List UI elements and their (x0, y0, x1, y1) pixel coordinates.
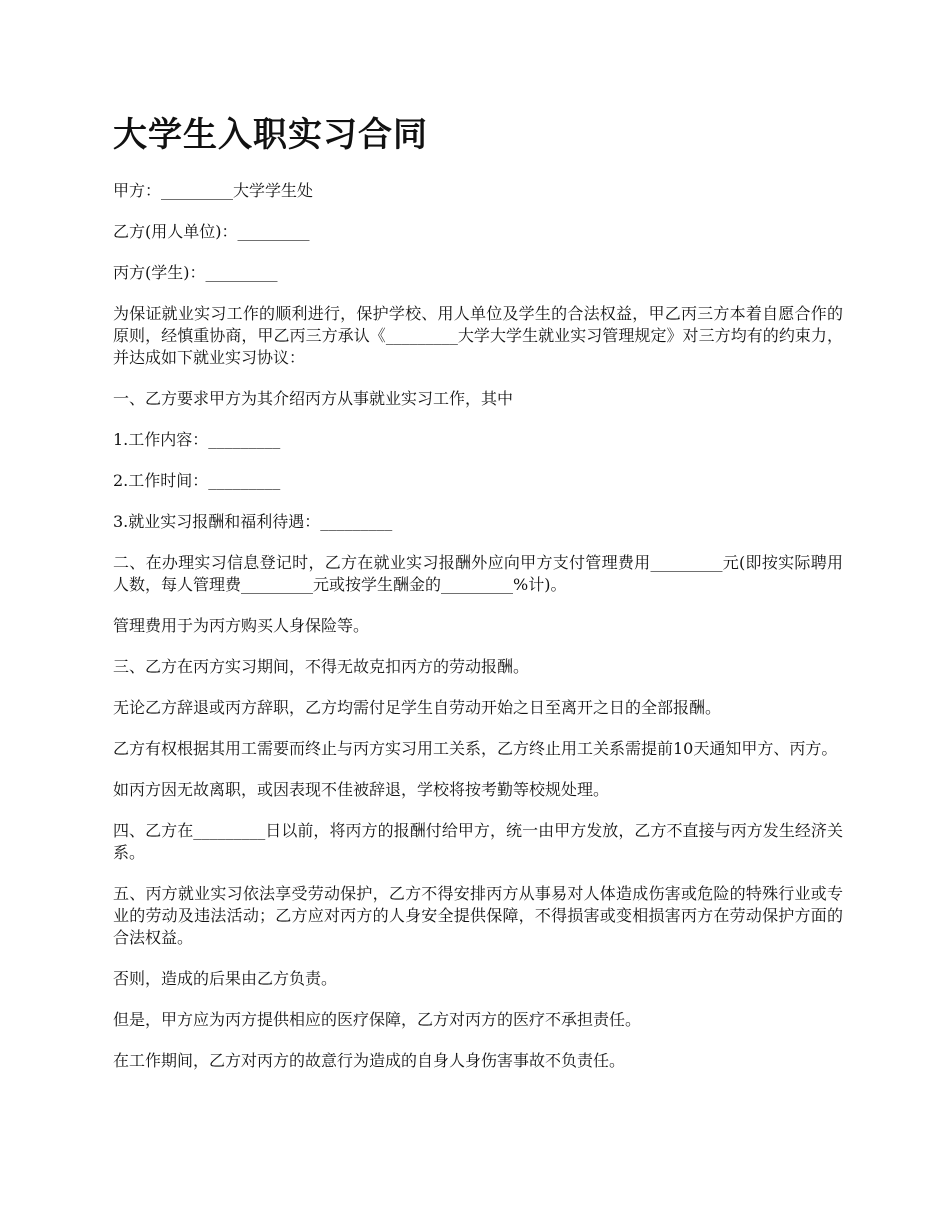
document-title: 大学生入职实习合同 (113, 115, 428, 155)
document-page (113, 112, 843, 1091)
party-a-line: 甲方：_________大学学生处 (113, 181, 314, 200)
clause-four-paragraph: 四、乙方在_________日以前，将丙方的报酬付给甲方，统一由甲方发放，乙方不直接与丙方发生经济关系。 (113, 821, 843, 862)
clause-three-paragraph: 三、乙方在丙方实习期间，不得无故克扣丙方的劳动报酬。 (113, 657, 530, 676)
consequence-paragraph: 否则，造成的后果由乙方负责。 (113, 969, 338, 988)
party-c-line: 丙方(学生)：_________ (113, 263, 278, 282)
medical-paragraph: 但是，甲方应为丙方提供相应的医疗保障，乙方对丙方的医疗不承担责任。 (113, 1010, 642, 1029)
clause-two-paragraph: 二、在办理实习信息登记时，乙方在就业实习报酬外应向甲方支付管理费用_________元(即按实际聘用人数，每人管理费_________元或按学生酬金的_________%计)。 (113, 553, 843, 594)
clause-one-item-1: 1.工作内容：_________ (113, 430, 281, 449)
clause-one-item-3: 3.就业实习报酬和福利待遇：_________ (113, 512, 393, 531)
resignation-paragraph: 如丙方因无故离职，或因表现不佳被辞退，学校将按考勤等校规处理。 (113, 780, 610, 799)
termination-paragraph: 乙方有权根据其用工需要而终止与丙方实习用工关系，乙方终止用工关系需提前10天通知甲方、丙方。 (113, 739, 838, 758)
preamble-paragraph: 为保证就业实习工作的顺利进行，保护学校、用人单位及学生的合法权益，甲乙丙三方本着自愿合作的原则，经慎重协商，甲乙丙三方承认《_________大学大学生就业实习管理规定》对三方均有的约束力，并达成如下就业实习协议： (113, 304, 843, 367)
clause-one-item-2: 2.工作时间：_________ (113, 471, 281, 490)
clause-five-paragraph: 五、丙方就业实习依法享受劳动保护，乙方不得安排丙方从事易对人体造成伤害或危险的特殊行业或专业的劳动及违法活动；乙方应对丙方的人身安全提供保障，不得损害或变相损害丙方在劳动保护方面的合法权益。 (113, 884, 843, 947)
party-b-line: 乙方(用人单位)：_________ (113, 222, 310, 241)
management-fee-paragraph: 管理费用于为丙方购买人身保险等。 (113, 616, 370, 635)
liability-paragraph: 在工作期间，乙方对丙方的故意行为造成的自身人身伤害事故不负责任。 (113, 1051, 626, 1070)
clause-one-heading: 一、乙方要求甲方为其介绍丙方从事就业实习工作，其中 (113, 389, 514, 408)
full-payment-paragraph: 无论乙方辞退或丙方辞职，乙方均需付足学生自劳动开始之日至离开之日的全部报酬。 (113, 698, 722, 717)
